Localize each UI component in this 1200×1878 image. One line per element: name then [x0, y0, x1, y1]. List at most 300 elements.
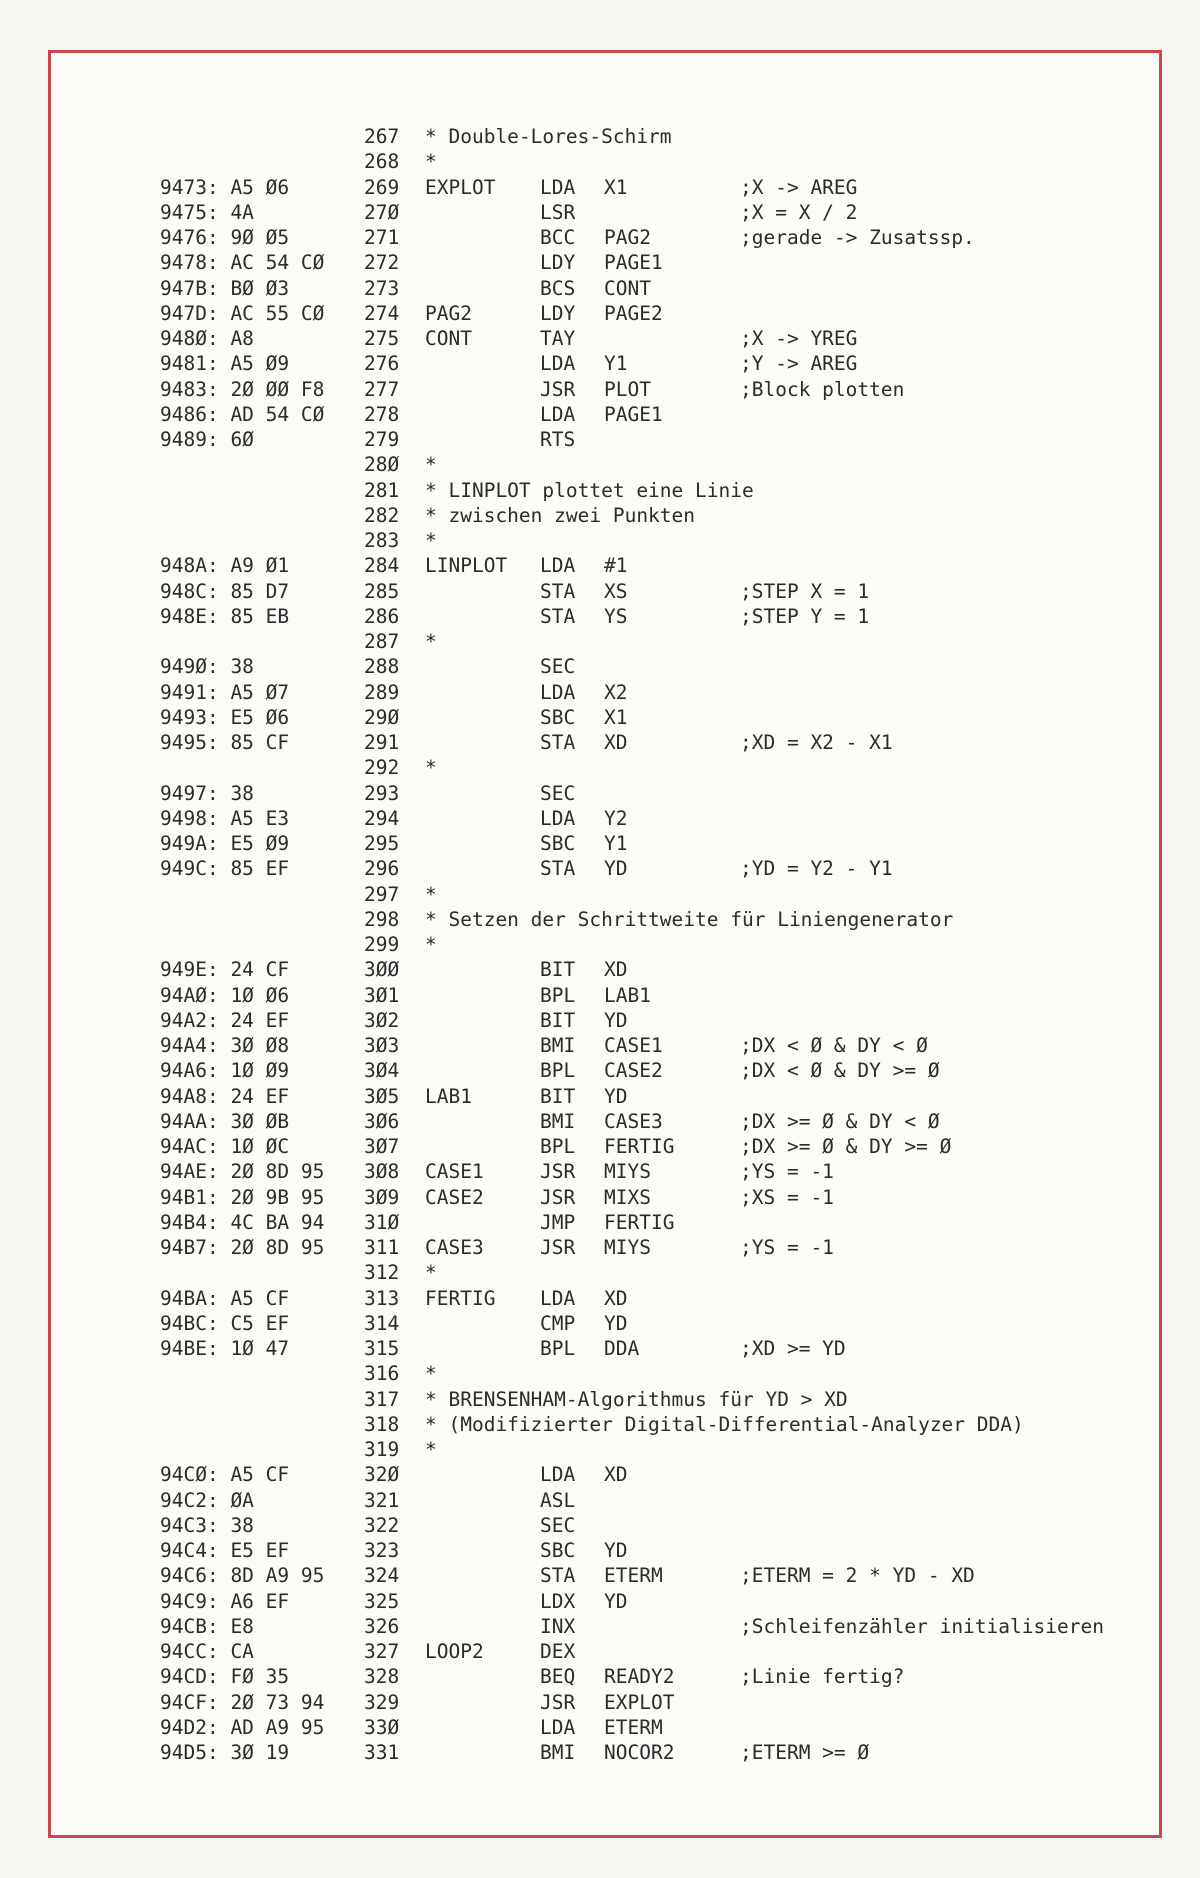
opcode-column: LDA	[540, 402, 576, 426]
listing-row	[0, 1033, 1200, 1058]
opcode-column: BCC	[540, 226, 576, 249]
address-column: 94BC: C5 EF	[160, 1311, 290, 1335]
label-column: LINPLOT	[425, 554, 508, 578]
comment-line: *	[425, 630, 437, 653]
label-column: CASE3	[425, 1236, 484, 1259]
operand-column: LAB1	[604, 983, 651, 1007]
listing-row	[0, 907, 1200, 932]
line-number: 284	[364, 554, 400, 578]
operand-column: XD	[604, 1463, 628, 1487]
line-number: 268	[364, 150, 400, 174]
opcode-column: LDA	[540, 1715, 576, 1739]
line-number: 317	[364, 1387, 400, 1411]
line-number: 273	[364, 276, 400, 300]
label-column: LAB1	[425, 1084, 472, 1108]
comment-column: ;Linie fertig?	[740, 1665, 905, 1689]
address-column: 94CC: CA	[160, 1640, 254, 1663]
comment-column: ;XD = X2 - X1	[740, 731, 893, 754]
address-column: 949Ø: 38	[160, 655, 254, 679]
line-number: 328	[364, 1665, 400, 1689]
line-number: 313	[364, 1286, 400, 1310]
line-number: 329	[364, 1690, 400, 1714]
line-number: 293	[364, 781, 400, 805]
address-column: 94B1: 2Ø 9B 95	[160, 1185, 325, 1209]
operand-column: XS	[604, 579, 628, 603]
listing-row	[0, 932, 1200, 957]
listing-row	[0, 402, 1200, 427]
operand-column: PAGE2	[604, 301, 663, 325]
opcode-column: SBC	[540, 705, 576, 729]
line-number: 323	[364, 1539, 400, 1562]
label-column: LOOP2	[425, 1640, 484, 1663]
line-number: 3Ø9	[364, 1185, 400, 1209]
opcode-column: LDY	[540, 251, 576, 275]
comment-column: ;gerade -> Zusatssp.	[740, 226, 975, 249]
operand-column: YD	[604, 857, 628, 881]
address-column: 94AØ: 1Ø Ø6	[160, 983, 290, 1007]
address-column: 94B4: 4C BA 94	[160, 1210, 325, 1234]
address-column: 94AE: 2Ø 8D 95	[160, 1160, 325, 1184]
opcode-column: BIT	[540, 958, 576, 982]
line-number: 31Ø	[364, 1210, 400, 1234]
address-column: 948A: A9 Ø1	[160, 554, 290, 578]
operand-column: CASE2	[604, 1059, 663, 1083]
listing-row	[0, 1462, 1200, 1487]
comment-column: ;YS = -1	[740, 1236, 834, 1259]
comment-column: ;X -> AREG	[740, 175, 858, 199]
opcode-column: JSR	[540, 1236, 576, 1259]
address-column: 94A6: 1Ø Ø9	[160, 1059, 290, 1083]
listing-row	[0, 124, 1200, 149]
comment-column: ;STEP X = 1	[740, 579, 870, 603]
line-number: 29Ø	[364, 705, 400, 729]
line-number: 319	[364, 1438, 400, 1461]
operand-column: Y1	[604, 832, 628, 855]
line-number: 281	[364, 478, 400, 502]
listing-row	[0, 1210, 1200, 1235]
line-number: 3Ø4	[364, 1059, 400, 1083]
opcode-column: STA	[540, 1564, 576, 1588]
listing-row	[0, 1563, 1200, 1588]
address-column: 94B7: 2Ø 8D 95	[160, 1236, 325, 1259]
listing-row	[0, 1134, 1200, 1159]
operand-column: PAGE1	[604, 402, 663, 426]
listing-row	[0, 427, 1200, 452]
line-number: 3ØØ	[364, 958, 400, 982]
opcode-column: LDA	[540, 352, 576, 376]
listing-row	[0, 528, 1200, 553]
address-column: 94A2: 24 EF	[160, 1008, 290, 1032]
listing-row	[0, 856, 1200, 881]
listing-row	[0, 755, 1200, 780]
operand-column: ETERM	[604, 1564, 663, 1588]
opcode-column: BPL	[540, 983, 576, 1007]
listing-row	[0, 604, 1200, 629]
listing-row	[0, 1488, 1200, 1513]
listing-row	[0, 831, 1200, 856]
listing-row	[0, 200, 1200, 225]
line-number: 288	[364, 655, 400, 679]
comment-line: * Setzen der Schrittweite für Liniengenerator	[425, 907, 954, 931]
listing-row	[0, 1260, 1200, 1285]
address-column: 94BE: 1Ø 47	[160, 1337, 290, 1360]
line-number: 277	[364, 377, 400, 401]
operand-column: Y1	[604, 352, 628, 376]
opcode-column: LDA	[540, 680, 576, 704]
address-column: 949E: 24 CF	[160, 958, 290, 982]
operand-column: EXPLOT	[604, 1690, 675, 1714]
line-number: 3Ø6	[364, 1109, 400, 1133]
line-number: 272	[364, 251, 400, 275]
address-column: 9489: 6Ø	[160, 428, 254, 451]
operand-column: #1	[604, 554, 628, 578]
label-column: FERTIG	[425, 1286, 496, 1310]
comment-column: ;Schleifenzähler initialisieren	[740, 1614, 1104, 1638]
operand-column: PAG2	[604, 226, 651, 249]
opcode-column: JSR	[540, 377, 576, 401]
line-number: 285	[364, 579, 400, 603]
address-column: 9486: AD 54 CØ	[160, 402, 325, 426]
listing-row	[0, 882, 1200, 907]
line-number: 295	[364, 832, 400, 855]
operand-column: ETERM	[604, 1715, 663, 1739]
opcode-column: LDA	[540, 1463, 576, 1487]
listing-row	[0, 1008, 1200, 1033]
listing-row	[0, 1740, 1200, 1765]
listing-row	[0, 654, 1200, 679]
operand-column: YD	[604, 1311, 628, 1335]
address-column: 94AC: 1Ø ØC	[160, 1135, 290, 1158]
address-column: 9497: 38	[160, 781, 254, 805]
opcode-column: BPL	[540, 1059, 576, 1083]
listing-row	[0, 781, 1200, 806]
line-number: 294	[364, 806, 400, 830]
line-number: 282	[364, 503, 400, 527]
label-column: CASE2	[425, 1185, 484, 1209]
address-column: 948E: 85 EB	[160, 604, 290, 628]
line-number: 269	[364, 175, 400, 199]
opcode-column: BMI	[540, 1034, 576, 1057]
listing-row	[0, 1589, 1200, 1614]
opcode-column: STA	[540, 731, 576, 754]
operand-column: MIXS	[604, 1185, 651, 1209]
opcode-column: LDA	[540, 1286, 576, 1310]
line-number: 299	[364, 933, 400, 956]
address-column: 94A4: 3Ø Ø8	[160, 1034, 290, 1057]
line-number: 33Ø	[364, 1715, 400, 1739]
line-number: 274	[364, 301, 400, 325]
comment-column: ;X = X / 2	[740, 200, 858, 224]
comment-line: * LINPLOT plottet eine Linie	[425, 478, 754, 502]
listing-row	[0, 1538, 1200, 1563]
opcode-column: ASL	[540, 1488, 576, 1512]
listing-row	[0, 175, 1200, 200]
label-column: CONT	[425, 327, 472, 350]
operand-column: FERTIG	[604, 1135, 675, 1158]
comment-column: ;DX >= Ø & DY < Ø	[740, 1109, 940, 1133]
line-number: 267	[364, 125, 400, 148]
line-number: 276	[364, 352, 400, 376]
comment-line: *	[425, 756, 437, 780]
label-column: PAG2	[425, 301, 472, 325]
line-number: 291	[364, 731, 400, 754]
comment-column: ;X -> YREG	[740, 327, 858, 350]
opcode-column: STA	[540, 604, 576, 628]
listing-row	[0, 1311, 1200, 1336]
address-column: 94C4: E5 EF	[160, 1539, 290, 1562]
opcode-column: LDA	[540, 806, 576, 830]
line-number: 312	[364, 1261, 400, 1285]
listing-row	[0, 579, 1200, 604]
operand-column: X1	[604, 175, 628, 199]
comment-column: ;XD >= YD	[740, 1337, 846, 1360]
line-number: 331	[364, 1741, 400, 1764]
line-number: 28Ø	[364, 453, 400, 477]
comment-column: ;Y -> AREG	[740, 352, 858, 376]
line-number: 289	[364, 680, 400, 704]
address-column: 9473: A5 Ø6	[160, 175, 290, 199]
opcode-column: CMP	[540, 1311, 576, 1335]
address-column: 948Ø: A8	[160, 327, 254, 350]
address-column: 94CB: E8	[160, 1614, 254, 1638]
comment-line: *	[425, 453, 437, 477]
opcode-column: LSR	[540, 200, 576, 224]
line-number: 3Ø3	[364, 1034, 400, 1057]
comment-line: * zwischen zwei Punkten	[425, 503, 696, 527]
listing-row	[0, 503, 1200, 528]
listing-row	[0, 1614, 1200, 1639]
listing-row	[0, 1336, 1200, 1361]
comment-line: *	[425, 1438, 437, 1461]
listing-row	[0, 377, 1200, 402]
opcode-column: LDA	[540, 175, 576, 199]
listing-row	[0, 1058, 1200, 1083]
opcode-column: SEC	[540, 781, 576, 805]
address-column: 94CF: 2Ø 73 94	[160, 1690, 325, 1714]
address-column: 9475: 4A	[160, 200, 254, 224]
line-number: 286	[364, 604, 400, 628]
listing-row	[0, 1690, 1200, 1715]
operand-column: MIYS	[604, 1160, 651, 1184]
listing-row	[0, 351, 1200, 376]
line-number: 287	[364, 630, 400, 653]
opcode-column: DEX	[540, 1640, 576, 1663]
operand-column: Y2	[604, 806, 628, 830]
listing-row	[0, 1664, 1200, 1689]
line-number: 3Ø2	[364, 1008, 400, 1032]
line-number: 298	[364, 907, 400, 931]
comment-column: ;DX < Ø & DY < Ø	[740, 1034, 928, 1057]
address-column: 9478: AC 54 CØ	[160, 251, 325, 275]
listing-row	[0, 1387, 1200, 1412]
line-number: 326	[364, 1614, 400, 1638]
line-number: 325	[364, 1589, 400, 1613]
opcode-column: STA	[540, 857, 576, 881]
comment-column: ;Block plotten	[740, 377, 905, 401]
listing-row	[0, 957, 1200, 982]
listing-row	[0, 680, 1200, 705]
opcode-column: BEQ	[540, 1665, 576, 1689]
opcode-column: TAY	[540, 327, 576, 350]
opcode-column: BPL	[540, 1135, 576, 1158]
listing-row	[0, 452, 1200, 477]
comment-column: ;DX < Ø & DY >= Ø	[740, 1059, 940, 1083]
opcode-column: JSR	[540, 1160, 576, 1184]
line-number: 315	[364, 1337, 400, 1360]
comment-line: *	[425, 882, 437, 906]
listing-row	[0, 806, 1200, 831]
operand-column: X1	[604, 705, 628, 729]
address-column: 9483: 2Ø ØØ F8	[160, 377, 325, 401]
listing-row	[0, 149, 1200, 174]
listing-row	[0, 1185, 1200, 1210]
comment-line: * Double-Lores-Schirm	[425, 125, 672, 148]
operand-column: CASE3	[604, 1109, 663, 1133]
address-column: 94C9: A6 EF	[160, 1589, 290, 1613]
line-number: 27Ø	[364, 200, 400, 224]
listing-row	[0, 301, 1200, 326]
address-column: 94AA: 3Ø ØB	[160, 1109, 290, 1133]
label-column: CASE1	[425, 1160, 484, 1184]
operand-column: YD	[604, 1539, 628, 1562]
address-column: 94C2: ØA	[160, 1488, 254, 1512]
address-column: 948C: 85 D7	[160, 579, 290, 603]
listing-row	[0, 1286, 1200, 1311]
operand-column: PLOT	[604, 377, 651, 401]
label-column: EXPLOT	[425, 175, 496, 199]
listing-row	[0, 1437, 1200, 1462]
line-number: 3Ø5	[364, 1084, 400, 1108]
line-number: 327	[364, 1640, 400, 1663]
comment-column: ;ETERM = 2 * YD - XD	[740, 1564, 975, 1588]
operand-column: READY2	[604, 1665, 675, 1689]
address-column: 94D2: AD A9 95	[160, 1715, 325, 1739]
line-number: 311	[364, 1236, 400, 1259]
comment-line: * (Modifizierter Digital-Differential-Analyzer DDA)	[425, 1412, 1024, 1436]
comment-line: *	[425, 1362, 437, 1386]
listing-row	[0, 276, 1200, 301]
listing-row	[0, 478, 1200, 503]
comment-column: ;YS = -1	[740, 1160, 834, 1184]
address-column: 94A8: 24 EF	[160, 1084, 290, 1108]
operand-column: YS	[604, 604, 628, 628]
listing-row	[0, 1513, 1200, 1538]
operand-column: YD	[604, 1589, 628, 1613]
line-number: 292	[364, 756, 400, 780]
operand-column: YD	[604, 1008, 628, 1032]
address-column: 9476: 9Ø Ø5	[160, 226, 290, 249]
line-number: 314	[364, 1311, 400, 1335]
line-number: 271	[364, 226, 400, 249]
listing-row	[0, 629, 1200, 654]
opcode-column: LDA	[540, 554, 576, 578]
comment-line: *	[425, 529, 437, 552]
opcode-column: BIT	[540, 1008, 576, 1032]
address-column: 947B: BØ Ø3	[160, 276, 290, 300]
opcode-column: SEC	[540, 1513, 576, 1537]
operand-column: PAGE1	[604, 251, 663, 275]
operand-column: XD	[604, 958, 628, 982]
line-number: 3Ø8	[364, 1160, 400, 1184]
comment-line: *	[425, 933, 437, 956]
listing-row	[0, 705, 1200, 730]
listing-row	[0, 250, 1200, 275]
address-column: 94CD: FØ 35	[160, 1665, 290, 1689]
address-column: 9481: A5 Ø9	[160, 352, 290, 376]
operand-column: NOCOR2	[604, 1741, 675, 1764]
line-number: 3Ø7	[364, 1135, 400, 1158]
line-number: 324	[364, 1564, 400, 1588]
opcode-column: BPL	[540, 1337, 576, 1360]
operand-column: YD	[604, 1084, 628, 1108]
line-number: 297	[364, 882, 400, 906]
listing-row	[0, 1715, 1200, 1740]
comment-line: *	[425, 1261, 437, 1285]
listing-row	[0, 983, 1200, 1008]
line-number: 296	[364, 857, 400, 881]
line-number: 321	[364, 1488, 400, 1512]
listing-row	[0, 1639, 1200, 1664]
opcode-column: JSR	[540, 1690, 576, 1714]
operand-column: X2	[604, 680, 628, 704]
comment-line: * BRENSENHAM-Algorithmus für YD > XD	[425, 1387, 848, 1411]
comment-line: *	[425, 150, 437, 174]
opcode-column: JSR	[540, 1185, 576, 1209]
operand-column: CASE1	[604, 1034, 663, 1057]
line-number: 283	[364, 529, 400, 552]
listing-row	[0, 1109, 1200, 1134]
address-column: 949C: 85 EF	[160, 857, 290, 881]
comment-column: ;XS = -1	[740, 1185, 834, 1209]
comment-column: ;ETERM >= Ø	[740, 1741, 870, 1764]
listing-row	[0, 1159, 1200, 1184]
line-number: 3Ø1	[364, 983, 400, 1007]
address-column: 94BA: A5 CF	[160, 1286, 290, 1310]
listing-row	[0, 225, 1200, 250]
opcode-column: SBC	[540, 832, 576, 855]
opcode-column: SBC	[540, 1539, 576, 1562]
listing-row	[0, 730, 1200, 755]
operand-column: XD	[604, 1286, 628, 1310]
operand-column: CONT	[604, 276, 651, 300]
opcode-column: BMI	[540, 1741, 576, 1764]
listing-row	[0, 1361, 1200, 1386]
opcode-column: BMI	[540, 1109, 576, 1133]
opcode-column: RTS	[540, 428, 576, 451]
operand-column: XD	[604, 731, 628, 754]
comment-column: ;DX >= Ø & DY >= Ø	[740, 1135, 952, 1158]
operand-column: DDA	[604, 1337, 640, 1360]
comment-column: ;YD = Y2 - Y1	[740, 857, 893, 881]
opcode-column: SEC	[540, 655, 576, 679]
address-column: 94D5: 3Ø 19	[160, 1741, 290, 1764]
line-number: 279	[364, 428, 400, 451]
address-column: 949A: E5 Ø9	[160, 832, 290, 855]
operand-column: MIYS	[604, 1236, 651, 1259]
listing-row	[0, 1235, 1200, 1260]
address-column: 9498: A5 E3	[160, 806, 290, 830]
address-column: 94CØ: A5 CF	[160, 1463, 290, 1487]
address-column: 947D: AC 55 CØ	[160, 301, 325, 325]
line-number: 32Ø	[364, 1463, 400, 1487]
opcode-column: JMP	[540, 1210, 576, 1234]
address-column: 9491: A5 Ø7	[160, 680, 290, 704]
line-number: 318	[364, 1412, 400, 1436]
listing-row	[0, 1412, 1200, 1437]
listing-row	[0, 1084, 1200, 1109]
opcode-column: BIT	[540, 1084, 576, 1108]
address-column: 94C6: 8D A9 95	[160, 1564, 325, 1588]
